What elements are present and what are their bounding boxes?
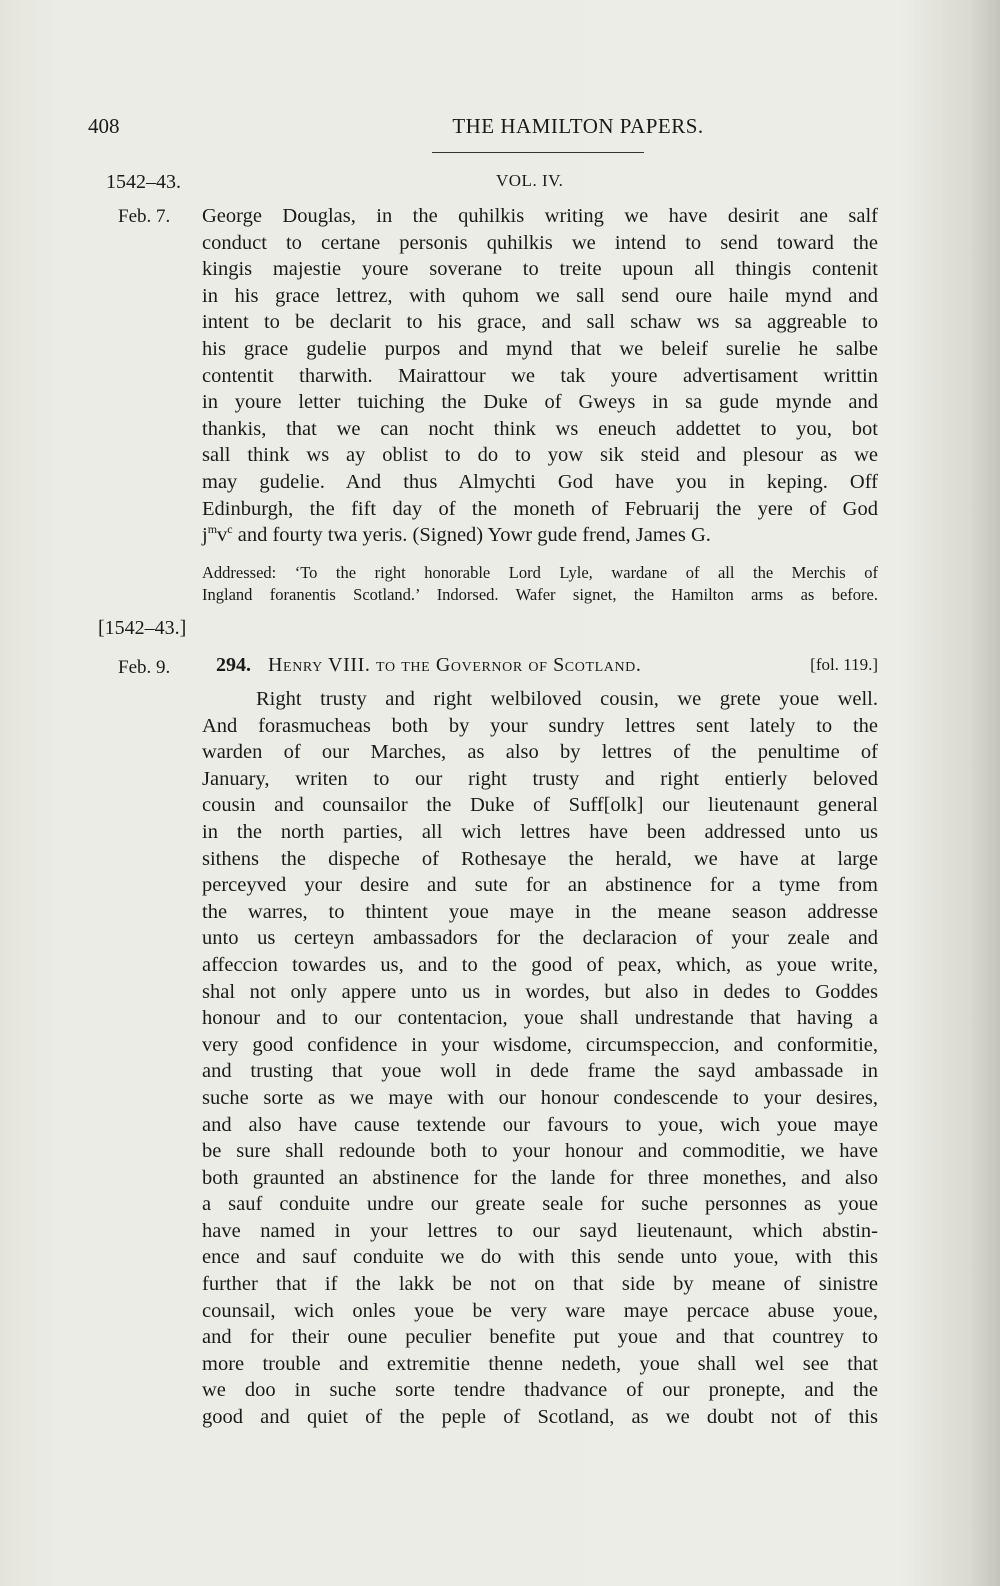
document-number: 294. [216, 654, 251, 676]
text-line: George Douglas, in the quhilkis writing we have desirit ane salf [202, 205, 878, 227]
note-line: Addressed: ‘To the right honorable Lord Lyle, wardane of all the Merchis of [202, 563, 878, 582]
text-line: in youre letter tuiching the Duke of Gweys in sa gude mynde and [202, 391, 878, 414]
date-j: j [202, 524, 208, 547]
text-line: thankis, that we can nocht think ws eneuch addettet to you, bot [202, 417, 878, 440]
text-line: January, writen to our right trusty and right entierly beloved [202, 767, 878, 790]
date-sup-m: m [207, 522, 218, 537]
running-title: THE HAMILTON PAPERS. [452, 114, 704, 138]
entry2-year: [1542–43.] [98, 617, 187, 639]
text-line: further that if the lakk be not on that side by meane of sinistre [202, 1273, 878, 1296]
text-line: and for their oune peculier benefite put youe and that countrey to [202, 1326, 878, 1349]
date-v: v [217, 524, 228, 547]
text-line: conduct to certane personis quhilkis we intend to send toward the [202, 231, 878, 254]
note-line: Ingland foranentis Scotland.’ Indorsed. Wafer signet, the Hamilton arms as before. [202, 585, 878, 604]
text-line-signature [202, 522, 878, 549]
text-line: suche sorte as we maye with our honour condescende to your desires, [202, 1086, 878, 1109]
entry1-address-note [202, 562, 878, 606]
date-sup-c: c [227, 522, 233, 537]
text-line: warden of our Marches, as also by lettres of the penultime of [202, 741, 878, 764]
entry2-date: Feb. 9. [118, 657, 171, 678]
text-line: be sure shall redounde both to your honour and commoditie, we have [202, 1140, 878, 1163]
text-line: his grace gudelie purpos and mynd that we beleif surelie he salbe [202, 337, 878, 360]
page-header [88, 114, 878, 144]
text-line: in his grace lettrez, with quhom we sall send oure haile mynd and [202, 284, 878, 307]
entry1-date: Feb. 7. [118, 206, 171, 227]
text-line: honour and to our contentacion, youe shall undrestande that having a [202, 1007, 878, 1030]
text-line: in the north parties, all wich lettres have been addressed unto us [202, 820, 878, 843]
entry2-heading [216, 654, 878, 682]
text-line: counsail, wich onles youe be very ware maye percace abuse youe, [202, 1299, 878, 1322]
text-line: perceyved your desire and sute for an abstinence for a tyme from [202, 874, 878, 897]
text-line: And forasmucheas both by your sundry lettres sent lately to the [202, 714, 878, 737]
text-line: a sauf conduite undre our greate seale for suche personnes as youe [202, 1193, 878, 1216]
text-line: ence and sauf conduite we do with this sende unto youe, with this [202, 1246, 878, 1269]
text-line: contentit tharwith. Mairattour we tak youre advertisament writtin [202, 364, 878, 387]
text-line: may gudelie. And thus Almychti God have you in keping. Off [202, 470, 878, 493]
text-line: have named in your lettres to our sayd lieutenaunt, which abstin- [202, 1219, 878, 1242]
folio-reference: [fol. 119.] [810, 655, 878, 674]
volume-label: VOL. IV. [496, 171, 564, 190]
text-line: Right trusty and right welbiloved cousin, we grete youe well. [256, 688, 878, 710]
text-line: sall think ws ay oblist to do to yow sik steid and plesour as we [202, 444, 878, 467]
document-title: Henry VIII. to the Governor of Scotland. [268, 654, 642, 676]
signature-text: and fourty twa yeris. (Signed) Yowr gude frend, James G. [232, 524, 711, 547]
text-line: cousin and counsailor the Duke of Suff[olk] our lieutenaunt general [202, 794, 878, 817]
text-line: Edinburgh, the fift day of the moneth of Februarij the yere of God [202, 497, 878, 520]
entry1-text [202, 203, 878, 549]
text-line: affeccion towardes us, and to the good of peax, which, as youe write, [202, 953, 878, 976]
year-label: 1542–43. [106, 171, 181, 193]
text-line: unto us certeyn ambassadors for the declaracion of your zeale and [202, 927, 878, 950]
page-number: 408 [88, 114, 120, 138]
text-line: intent to be declarit to his grace, and sall schaw ws sa aggreable to [202, 311, 878, 334]
text-line: more trouble and extremitie thenne nedeth, youe shall wel see that [202, 1352, 878, 1375]
text-line: very good confidence in your wisdome, circumspeccion, and conformitie, [202, 1033, 878, 1056]
text-line: kingis majestie youre soverane to treite upoun all thingis contenit [202, 258, 878, 281]
text-line: we doo in suche sorte tendre thadvance of our pronepte, and the [202, 1379, 878, 1402]
volume-line [106, 171, 886, 201]
text-line: and trusting that youe woll in dede frame the sayd ambassade in [202, 1060, 878, 1083]
text-line: shal not only appere unto us in wordes, but also in dedes to Goddes [202, 980, 878, 1003]
text-line: both graunted an abstinence for the lande for three monethes, and also [202, 1166, 878, 1189]
text-line: sithens the dispeche of Rothesaye the herald, we have at large [202, 847, 878, 870]
entry2-text [202, 686, 878, 1431]
text-line: and also have cause textende our favours to youe, wich youe maye [202, 1113, 878, 1136]
text-line: good and quiet of the peple of Scotland, as we doubt not of this [202, 1406, 878, 1429]
header-rule [432, 152, 644, 153]
text-line: the warres, to thintent youe maye in the meane season addresse [202, 900, 878, 923]
